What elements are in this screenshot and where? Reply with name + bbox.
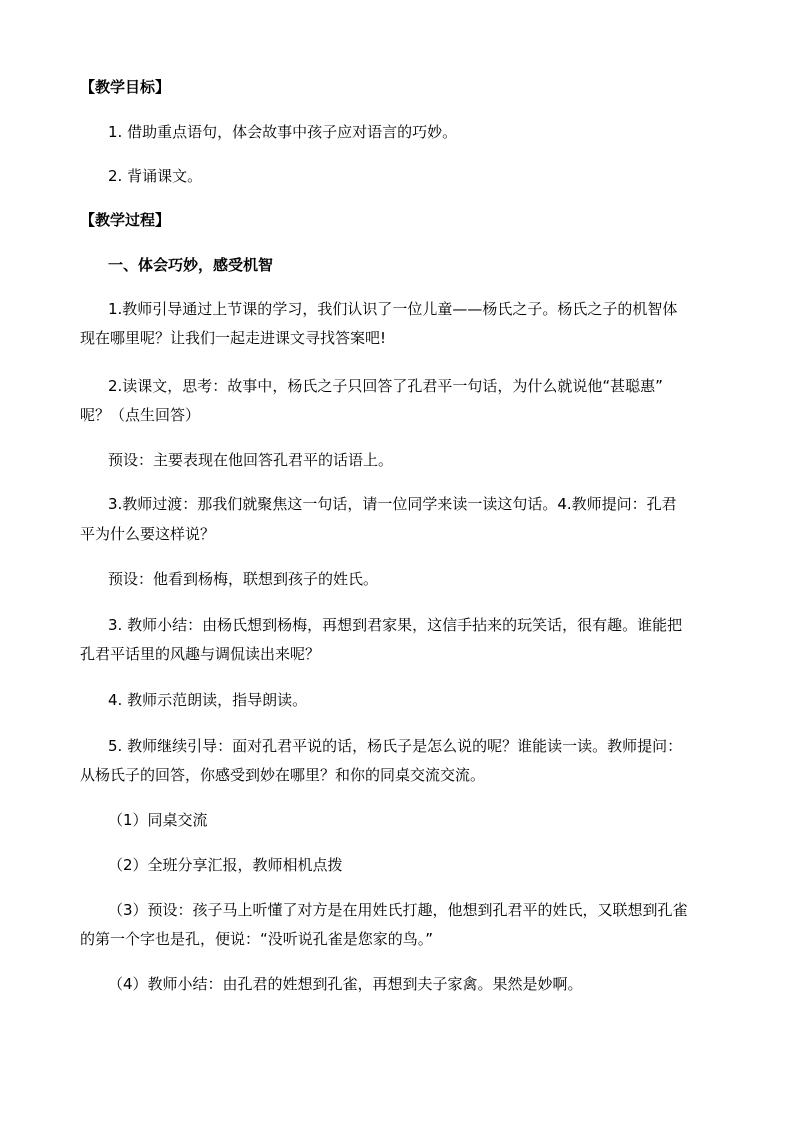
paragraph-6-line-2: 从杨氏子的回答，你感受到妙在哪里？和你的同桌交流交流。 <box>80 766 486 784</box>
goal-item-1: 1. 借助重点语句，体会故事中孩子应对语言的巧妙。 <box>108 123 458 141</box>
goal-item-2: 2. 背诵课文。 <box>108 167 203 185</box>
paragraph-2-line-1: 2.读课文，思考：故事中，杨氏之子只回答了孔君平一句话，为什么就说他“甚聪惠” <box>108 377 663 395</box>
sub-item-3-line-1: （3）预设：孩子马上听懂了对方是在用姓氏打趣，他想到孔君平的姓氏，又联想到孔雀 <box>108 901 688 919</box>
paragraph-2-line-2: 呢？（点生回答） <box>80 406 201 424</box>
paragraph-6-line-1: 5. 教师继续引导：面对孔君平说的话，杨氏子是怎么说的呢？谁能读一读。教师提问： <box>108 737 683 755</box>
heading-teaching-goals: 【教学目标】 <box>80 78 171 96</box>
paragraph-5: 4. 教师示范朗读，指导朗读。 <box>108 691 308 709</box>
sub-item-3-line-2: 的第一个字也是孔，便说：“没听说孔雀是您家的鸟。” <box>80 930 434 948</box>
paragraph-1-line-2: 现在哪里呢？让我们一起走进课文寻找答案吧! <box>80 329 387 347</box>
paragraph-4-line-1: 3. 教师小结：由杨氏想到杨梅，再想到君家果，这信手拈来的玩笑话，很有趣。谁能把 <box>108 616 683 634</box>
section-1-title: 一、体会巧妙，感受机智 <box>108 256 274 274</box>
preset-1: 预设：主要表现在他回答孔君平的话语上。 <box>108 451 394 469</box>
sub-item-2: （2）全班分享汇报，教师相机点拨 <box>108 856 343 874</box>
paragraph-1-line-1: 1.教师引导通过上节课的学习，我们认识了一位儿童——杨氏之子。杨氏之子的机智体 <box>108 300 678 318</box>
sub-item-4: （4）教师小结：由孔君的姓想到孔雀，再想到夫子家禽。果然是妙啊。 <box>108 975 583 993</box>
paragraph-4-line-2: 孔君平话里的风趣与调侃读出来呢？ <box>80 645 321 663</box>
paragraph-3-line-2: 平为什么要这样说？ <box>80 525 216 543</box>
heading-teaching-process: 【教学过程】 <box>80 211 171 229</box>
preset-2: 预设：他看到杨梅，联想到孩子的姓氏。 <box>108 570 379 588</box>
paragraph-3-line-1: 3.教师过渡：那我们就聚焦这一句话，请一位同学来读一读这句话。4.教师提问：孔君 <box>108 495 677 513</box>
sub-item-1: （1）同桌交流 <box>108 811 208 829</box>
